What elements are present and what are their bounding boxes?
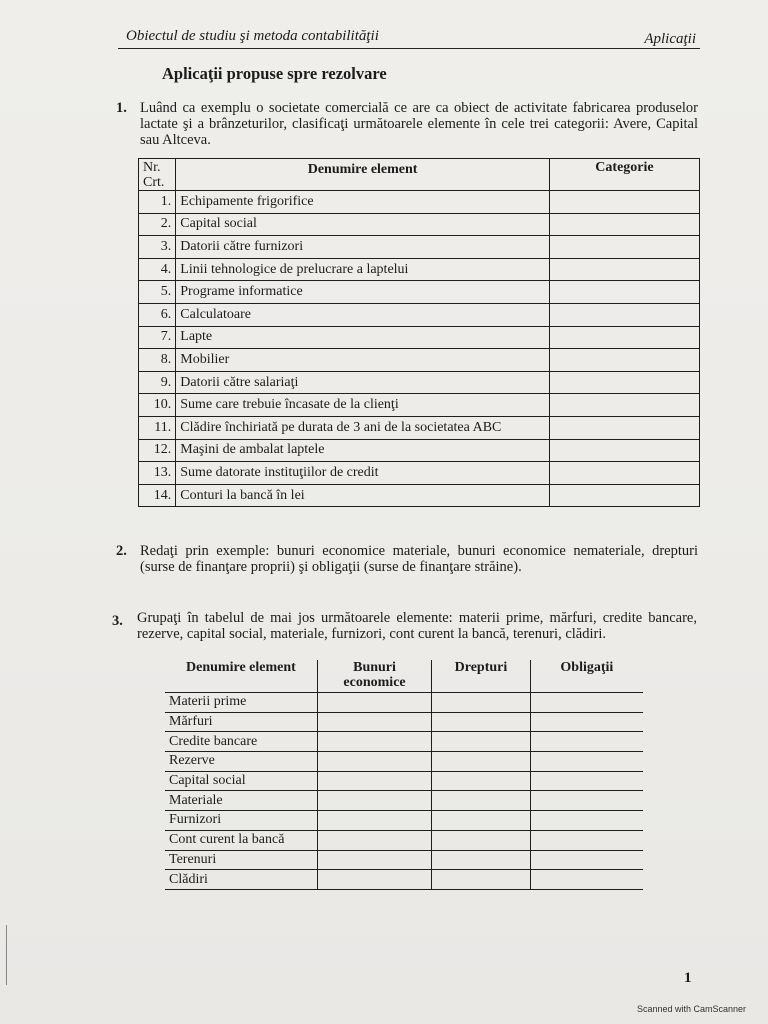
column-header-element: Denumire element [186,660,296,675]
table-row [165,732,643,752]
category-cell [549,213,699,236]
row-number: 10. [139,394,176,417]
goods-cell [317,752,431,772]
obligations-cell [530,850,643,870]
goods-cell [317,712,431,732]
category-cell [549,236,699,259]
table-row [139,484,700,507]
column-header-goods: Bunuri economice [317,660,431,693]
table-row [139,371,700,394]
row-number: 14. [139,484,176,507]
rights-cell [432,791,530,811]
row-number: 2. [139,213,176,236]
table-body [139,191,700,507]
rights-cell [432,830,530,850]
category-cell [549,394,699,417]
element-name: Credite bancare [165,732,317,752]
table-row [139,439,700,462]
rights-cell [432,850,530,870]
table-row [165,830,643,850]
category-cell [549,484,699,507]
element-name: Sume datorate instituţiilor de credit [176,462,550,485]
goods-cell [317,870,431,890]
row-number: 11. [139,416,176,439]
table-row [139,236,700,259]
table-row [165,693,643,713]
question-2 [116,543,698,575]
question-text: Redaţi prin exemple: bunuri economice materiale, bunuri economice nemateriale, drepturi (surse de finanţare proprii) şi obligaţii (surse de finanţare străine). [140,543,698,575]
element-name: Lapte [176,326,550,349]
question-number: 3. [112,613,123,629]
element-name: Datorii către salariaţi [176,371,550,394]
table-header-row [165,660,643,693]
obligations-cell [530,771,643,791]
rights-cell [432,712,530,732]
table-row [139,416,700,439]
element-name: Furnizori [165,811,317,831]
obligations-cell [530,791,643,811]
goods-cell [317,830,431,850]
column-header-nr: Nr. Crt. [139,159,176,191]
question-3 [112,610,697,642]
row-number: 3. [139,236,176,259]
table-row [139,213,700,236]
row-number: 6. [139,303,176,326]
category-cell [549,416,699,439]
table-row [139,349,700,372]
category-cell [549,326,699,349]
category-cell [549,349,699,372]
rights-cell [432,693,530,713]
table-row [139,281,700,304]
table-row [165,791,643,811]
element-name: Clădiri [165,870,317,890]
classification-table [138,158,700,507]
category-cell [549,281,699,304]
column-header-category: Categorie [549,159,699,191]
obligations-cell [530,752,643,772]
element-name: Capital social [176,213,550,236]
page-number: 1 [684,970,692,986]
goods-cell [317,850,431,870]
category-cell [549,371,699,394]
row-number: 5. [139,281,176,304]
obligations-cell [530,870,643,890]
category-cell [549,462,699,485]
element-name: Conturi la bancă în lei [176,484,550,507]
column-header-name: Denumire element [176,159,550,191]
table-row [165,811,643,831]
question-number: 2. [116,543,127,559]
rights-cell [432,811,530,831]
rights-cell [432,771,530,791]
element-name: Maşini de ambalat laptele [176,439,550,462]
table-row [165,870,643,890]
row-number: 12. [139,439,176,462]
table-row [165,771,643,791]
row-number: 7. [139,326,176,349]
obligations-cell [530,830,643,850]
row-number: 1. [139,191,176,214]
element-name: Materiale [165,791,317,811]
table-row [139,394,700,417]
column-header-rights: Drepturi [432,660,530,693]
table-body [165,693,643,890]
element-name: Datorii către furnizori [176,236,550,259]
scan-edge-mark [6,925,7,985]
question-text: Luând ca exemplu o societate comercială ce are ca obiect de activitate fabricarea produselor lactate şi a brânzeturilor, clasificaţi următoarele elemente în cele trei categorii: Avere, Capital sau Altceva. [140,100,698,148]
header-chapter-title: Obiectul de studiu şi metoda contabilităţii [126,28,379,44]
section-title: Aplicaţii propuse spre rezolvare [162,64,387,83]
rights-cell [432,732,530,752]
table-row [165,752,643,772]
category-cell [549,439,699,462]
table-header-row [139,159,700,191]
table-row [139,462,700,485]
question-text: Grupaţi în tabelul de mai jos următoarele elemente: materii prime, mărfuri, credite bancare, rezerve, capital social, materiale, furnizori, cont curent la bancă, terenuri, clădiri. [137,610,697,642]
grouping-table [165,660,643,890]
row-number: 8. [139,349,176,372]
header-section-label: Aplicaţii [644,31,696,47]
element-name: Capital social [165,771,317,791]
table-row [165,850,643,870]
element-name: Mobilier [176,349,550,372]
element-name: Linii tehnologice de prelucrare a laptelui [176,258,550,281]
element-name: Mărfuri [165,712,317,732]
table-row [139,303,700,326]
table-row [139,258,700,281]
obligations-cell [530,732,643,752]
row-number: 4. [139,258,176,281]
table-row [165,712,643,732]
question-1 [116,100,698,148]
element-name: Echipamente frigorifice [176,191,550,214]
goods-cell [317,732,431,752]
rights-cell [432,752,530,772]
obligations-cell [530,712,643,732]
category-cell [549,258,699,281]
element-name: Materii prime [165,693,317,713]
element-name: Clădire închiriată pe durata de 3 ani de la societatea ABC [176,416,550,439]
table-row [139,191,700,214]
element-name: Sume care trebuie încasate de la clienţi [176,394,550,417]
row-number: 9. [139,371,176,394]
goods-cell [317,811,431,831]
goods-cell [317,791,431,811]
obligations-cell [530,693,643,713]
question-number: 1. [116,100,127,116]
row-number: 13. [139,462,176,485]
element-name: Terenuri [165,850,317,870]
table-row [139,326,700,349]
goods-cell [317,771,431,791]
rights-cell [432,870,530,890]
category-cell [549,303,699,326]
scanner-watermark: Scanned with CamScanner [636,1004,746,1014]
element-name: Rezerve [165,752,317,772]
element-name: Calculatoare [176,303,550,326]
goods-cell [317,693,431,713]
element-name: Cont curent la bancă [165,830,317,850]
obligations-cell [530,811,643,831]
category-cell [549,191,699,214]
element-name: Programe informatice [176,281,550,304]
running-header [118,26,700,49]
column-header-obligations: Obligaţii [530,660,643,693]
